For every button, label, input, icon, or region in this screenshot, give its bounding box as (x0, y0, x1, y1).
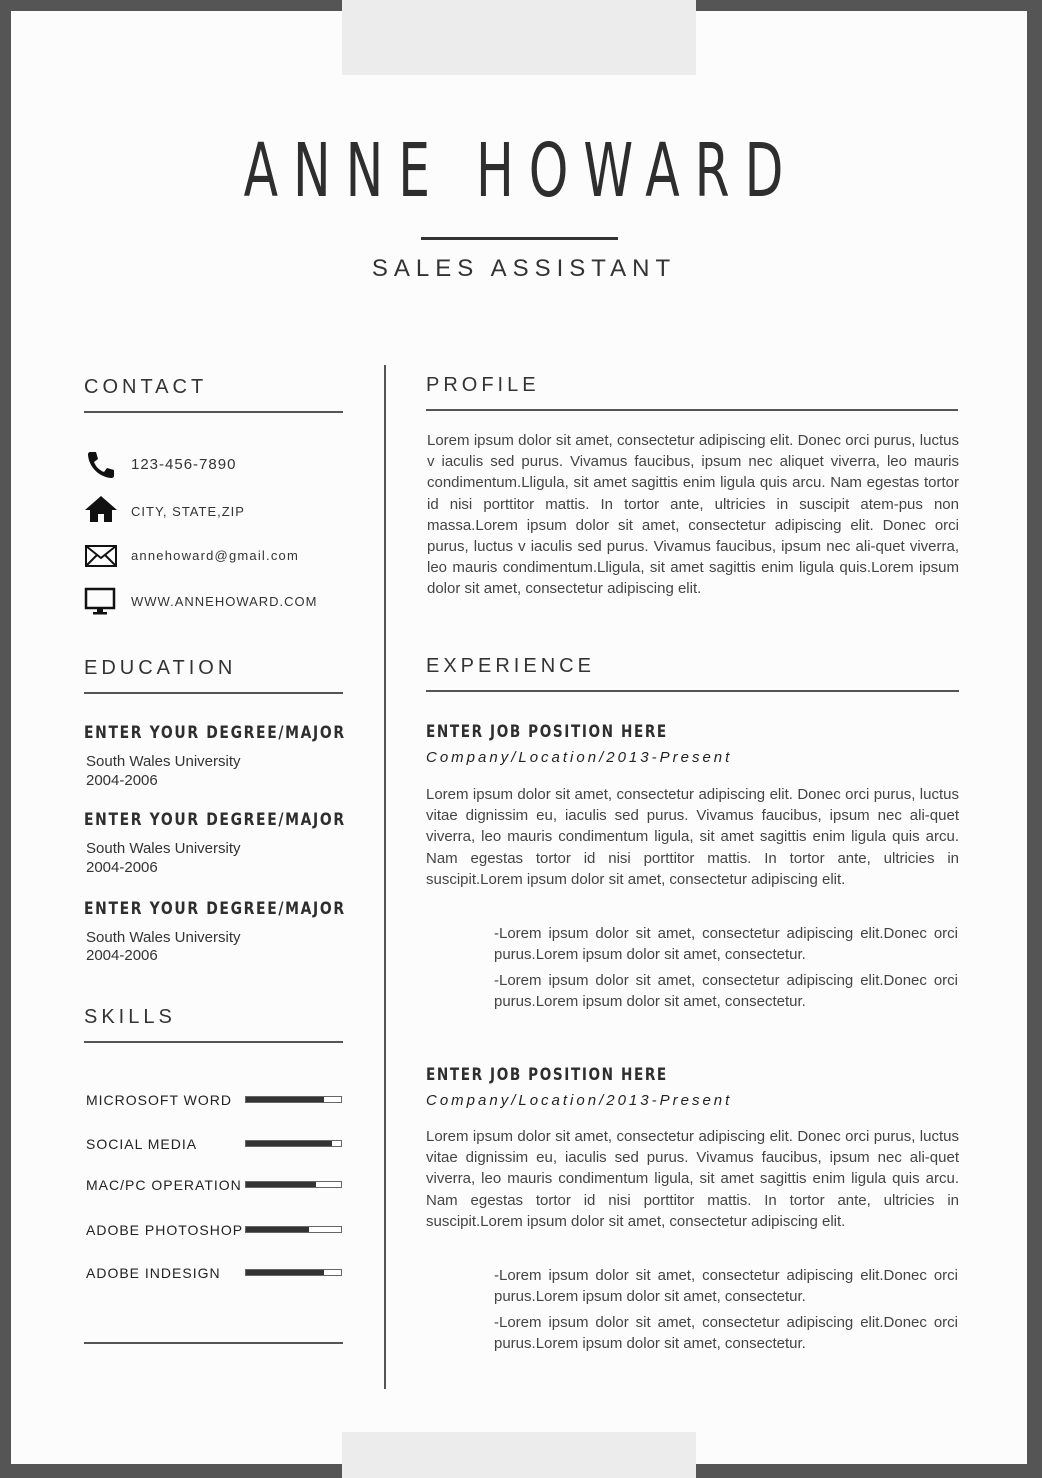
skill-bar (245, 1269, 342, 1276)
skill-name: MAC/PC OPERATION (86, 1177, 242, 1193)
education-degree: ENTER YOUR DEGREE/MAJOR (84, 723, 346, 743)
skill-bar-fill (246, 1182, 316, 1187)
profile-text: Lorem ipsum dolor sit amet, consectetur adipiscing elit. Donec orci purus, luctus v iaculis sed purus. Vivamus faucibus, ipsum nec aliquet viverra, leo mauris condimentum.Lligula, sit amet sagittis enim ligula quis arcu. Nam egestas tortor id nisi porttitor mattis. In tortor ante, ultricies in suscipit atem-pus non massa.Lorem ipsum dolor sit amet, consectetur adipiscing elit. Donec orci purus, luctus v iaculis sed purus. Vivamus faucibus, ipsum nec ali-quet viverra, leo mauris condimentum.Lligula, sit amet sagittis enim ligula quis.Lorem ipsum dolor sit amet, consectetur adipiscing elit. (427, 432, 959, 598)
experience-heading: EXPERIENCE (426, 655, 595, 677)
education-heading: EDUCATION (84, 657, 237, 679)
job-position: ENTER JOB POSITION HERE (426, 722, 668, 742)
contact-rule (84, 411, 343, 413)
education-school: South Wales University (86, 753, 241, 770)
education-school: South Wales University (86, 929, 241, 946)
website-text: WWW.ANNEHOWARD.COM (131, 594, 318, 609)
left-column-bottom-rule (84, 1342, 343, 1344)
skills-rule (84, 1041, 343, 1043)
skill-bar (245, 1226, 342, 1233)
bottom-tab-decoration (342, 1432, 696, 1478)
skill-bar (245, 1140, 342, 1147)
job-description: Lorem ipsum dolor sit amet, consectetur adipiscing elit. Donec orci purus, luctus vitae dignissim eu, iaculis sed purus. Vivamus faucibus, ipsum nec ali-quet viverra, leo mauris condimentum ligula, sit amet sagittis enim ligula quis arcu. Nam egestas tortor id nisi porttitor mattis. In tortor ante, ultricies in suscipit.Lorem ipsum dolor sit amet, consectetur adipiscing elit. (426, 1128, 959, 1230)
education-years: 2004-2006 (86, 947, 158, 964)
education-degree: ENTER YOUR DEGREE/MAJOR (84, 899, 346, 919)
profile-heading: PROFILE (426, 374, 540, 396)
skill-name: SOCIAL MEDIA (86, 1136, 198, 1152)
skill-item (86, 1221, 346, 1241)
skill-item (86, 1176, 346, 1196)
contact-phone (84, 450, 354, 480)
email-text: annehoward@gmail.com (131, 548, 299, 563)
experience-rule (426, 690, 959, 692)
contact-address (84, 494, 354, 524)
skill-item (86, 1264, 346, 1284)
job-bullet: -Lorem ipsum dolor sit amet, consectetur adipiscing elit.Donec orci purus.Lorem ipsum dolor sit amet, consectetur. (494, 925, 958, 964)
skill-bar-fill (246, 1270, 324, 1275)
job-description: Lorem ipsum dolor sit amet, consectetur adipiscing elit. Donec orci purus, luctus vitae dignissim eu, iaculis sed purus. Vivamus faucibus, ipsum nec ali-quet viverra, leo mauris condimentum ligula, sit amet sagittis enim ligula quis arcu. Nam egestas tortor id nisi porttitor mattis. In tortor ante, ultricies in suscipit.Lorem ipsum dolor sit amet, consectetur adipiscing elit. (426, 786, 959, 888)
job-bullet: -Lorem ipsum dolor sit amet, consectetur adipiscing elit.Donec orci purus.Lorem ipsum dolor sit amet, consectetur. (494, 1267, 958, 1306)
job-position: ENTER JOB POSITION HERE (426, 1065, 668, 1085)
skill-bar-fill (246, 1097, 324, 1102)
profile-rule (426, 409, 958, 411)
phone-text: 123-456-7890 (131, 456, 237, 473)
monitor-icon (84, 586, 118, 616)
phone-icon (84, 450, 118, 480)
applicant-name: ANNE HOWARD (243, 128, 799, 214)
skill-item (86, 1091, 346, 1111)
home-icon (84, 494, 118, 524)
skill-name: ADOBE INDESIGN (86, 1265, 221, 1281)
job-company: Company/Location/2013-Present (426, 1092, 733, 1109)
address-text: CITY, STATE,ZIP (131, 504, 245, 519)
skill-bar-fill (246, 1227, 309, 1232)
education-degree: ENTER YOUR DEGREE/MAJOR (84, 810, 346, 830)
skill-name: MICROSOFT WORD (86, 1092, 232, 1108)
skill-bar (245, 1096, 342, 1103)
skill-item (86, 1135, 346, 1155)
skills-heading: SKILLS (84, 1006, 176, 1028)
skill-bar-fill (246, 1141, 332, 1146)
contact-email (84, 540, 354, 570)
envelope-icon (84, 540, 118, 570)
job-company: Company/Location/2013-Present (426, 749, 733, 766)
top-tab-decoration (342, 0, 696, 75)
contact-website (84, 586, 354, 616)
skill-name: ADOBE PHOTOSHOP (86, 1222, 244, 1238)
column-divider (384, 365, 386, 1389)
education-school: South Wales University (86, 840, 241, 857)
skill-bar (245, 1181, 342, 1188)
contact-heading: CONTACT (84, 376, 208, 398)
education-years: 2004-2006 (86, 772, 158, 789)
job-bullet: -Lorem ipsum dolor sit amet, consectetur adipiscing elit.Donec orci purus.Lorem ipsum dolor sit amet, consectetur. (494, 972, 958, 1011)
education-rule (84, 692, 343, 694)
education-years: 2004-2006 (86, 859, 158, 876)
applicant-title: SALES ASSISTANT (371, 255, 677, 282)
name-divider (421, 237, 618, 240)
job-bullet: -Lorem ipsum dolor sit amet, consectetur adipiscing elit.Donec orci purus.Lorem ipsum dolor sit amet, consectetur. (494, 1314, 958, 1353)
